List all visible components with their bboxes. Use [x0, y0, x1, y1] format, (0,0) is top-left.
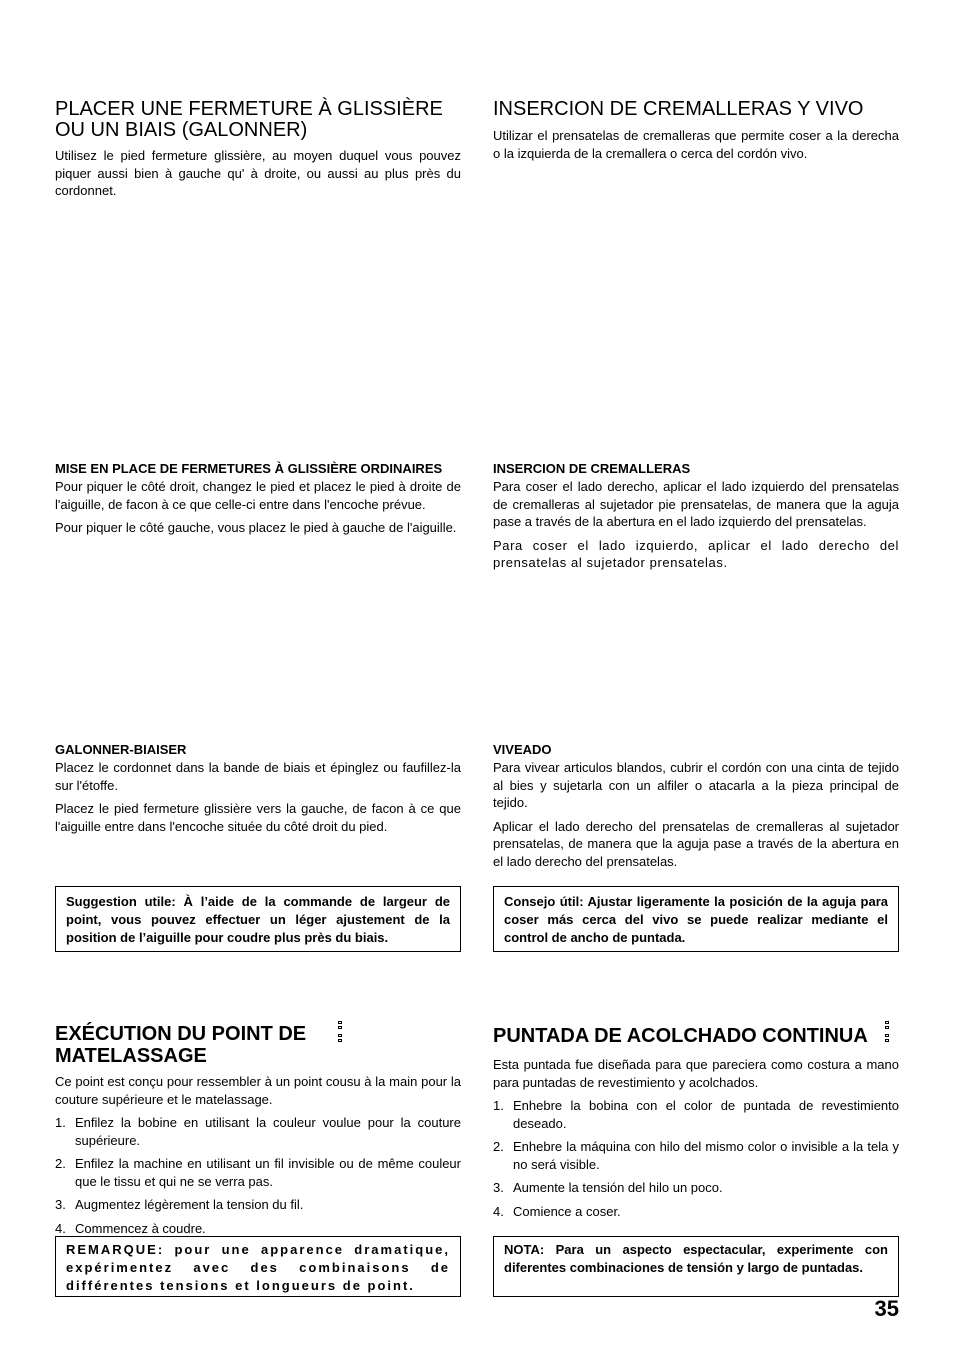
section-intro: Utilizar el prensatelas de cremalleras que permite coser a la derecha o la izquierda de la cremallera o cerca del cordón vivo. [493, 128, 899, 161]
list-item: 2. Enfilez la machine en utilisant un fil invisible ou de même couleur que le tissu et qui ne se verra pas. [55, 1156, 461, 1189]
tip-box: Suggestion utile: À l’aide de la commande de largeur de point, vous pouvez effectuer un léger ajustement de la position de l’aiguille pour coudre plus près du biais. [55, 886, 461, 952]
left-subsection-piping [55, 741, 461, 835]
subsection-title: INSERCION DE CREMALLERAS [493, 461, 691, 476]
paragraph: Para coser el lado derecho, aplicar el lado izquierdo del prensatelas de cremalleras al sujetador pie prensatelas, de manera que la aguja pase a través de la abertura en el lado izquierdo del prensatelas. [493, 479, 899, 529]
section-heading: INSERCION DE CREMALLERAS Y VIVO [493, 98, 864, 120]
steps-list [493, 1097, 899, 1220]
section-intro: Ce point est conçu pour ressembler à un point cousu à la main pour la couture supérieure et le matelassage. [55, 1074, 461, 1107]
note-text: REMARQUE: pour une apparence dramatique, expérimentez avec des combinaisons de différentes tensions et longueurs de point. [66, 1242, 450, 1293]
left-section-zipper [55, 99, 461, 200]
paragraph: Para coser el lado izquierdo, aplicar el lado derecho del prensatelas al sujetador prensatelas. [493, 537, 899, 570]
subsection-title: VIVEADO [493, 742, 552, 757]
right-section-zipper [493, 99, 899, 162]
paragraph: Para vivear articulos blandos, cubrir el cordón con una cinta de tejido al bies y sujetarla con un alfiler o atacarla a la pieza principal de tejido. [493, 760, 899, 810]
steps-list [55, 1114, 461, 1237]
paragraph: Pour piquer le côté droit, changez le pied et placez le pied à droite de l'aiguille, de facon à ce que celle-ci entre dans l'encoche prévue. [55, 479, 461, 512]
left-section-quilting [55, 1023, 461, 1243]
right-subsection-piping [493, 741, 899, 870]
list-item: 1. Enfilez la bobine en utilisant la couleur voulue pour la couture supérieure. [55, 1115, 461, 1148]
paragraph: Placez le pied fermeture glissière vers la gauche, de facon à ce que l'aiguille entre dans l'encoche située du côté droit du pied. [55, 801, 461, 834]
left-subsection-ordinary-zippers [55, 460, 461, 537]
paragraph: Aplicar el lado derecho del prensatelas de cremalleras al sujetador prensatelas, de manera que la aguja pase a través de la abertura en el lado derecho del prensatelas. [493, 818, 899, 869]
quilting-stitch-icon [337, 1021, 343, 1051]
note-box [55, 1236, 461, 1297]
list-item: 3. Aumente la tensión del hilo un poco. [493, 1180, 723, 1195]
note-box: NOTA: Para un aspecto espectacular, experimente con diferentes combinaciones de tensión y largo de puntadas. [493, 1236, 899, 1297]
tip-box: Consejo útil: Ajustar ligeramente la posición de la aguja para coser más cerca del vivo se puede realizar mediante el control de ancho de puntada. [493, 886, 899, 952]
paragraph: Pour piquer le côté gauche, vous placez le pied à gauche de l'aiguille. [55, 520, 457, 535]
right-section-quilting [493, 1023, 899, 1226]
right-subsection-zippers [493, 460, 899, 572]
list-item: 4. Comience a coser. [493, 1203, 621, 1219]
list-item: 1. Enhebre la bobina con el color de puntada de revestimiento deseado. [493, 1098, 899, 1131]
page-number: 35 [874, 1296, 899, 1321]
section-intro: Esta puntada fue diseñada para que pareciera como costura a mano para puntadas de revestimiento y acolchados. [493, 1057, 899, 1090]
subsection-title: MISE EN PLACE DE FERMETURES À GLISSIÈRE ORDINAIRES [55, 461, 443, 476]
section-heading: PUNTADA DE ACOLCHADO CONTINUA [493, 1025, 868, 1047]
section-heading: PLACER UNE FERMETURE À GLISSIÈRE OU UN BIAIS (GALONNER) [55, 98, 443, 141]
quilting-stitch-icon [884, 1021, 890, 1051]
section-intro: Utilisez le pied fermeture glissière, au moyen duquel vous pouvez piquer aussi bien à gauche qu' à droite, ou aussi au plus près du cordonnet. [55, 148, 461, 198]
subsection-title: GALONNER-BIAISER [55, 742, 187, 757]
list-item: 2. Enhebre la máquina con hilo del mismo color o invisible a la tela y no será visible. [493, 1139, 899, 1172]
list-item: 3. Augmentez légèrement la tension du fil. [55, 1197, 304, 1212]
section-heading: EXÉCUTION DU POINT DE MATELASSAGE [55, 1023, 307, 1067]
paragraph: Placez le cordonnet dans la bande de biais et épinglez ou faufillez-la sur l'étoffe. [55, 760, 461, 793]
list-item: 4. Commencez à coudre. [55, 1220, 206, 1236]
